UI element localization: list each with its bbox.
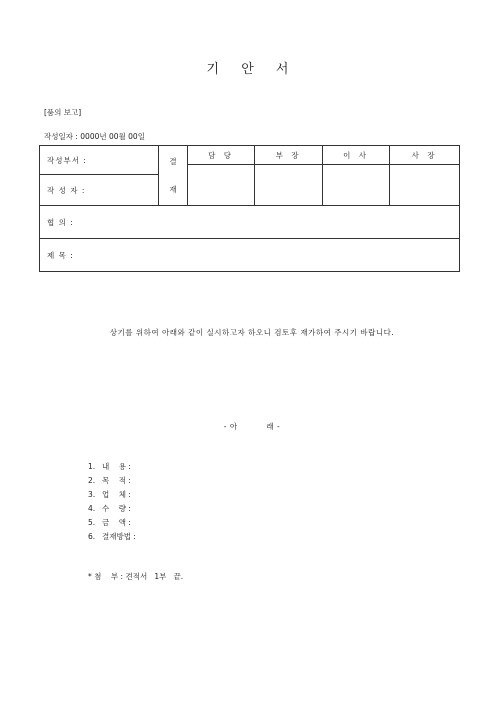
item-label: 수 량 : (102, 504, 131, 513)
approval-head-manager: 부 장 (255, 146, 323, 165)
details-heading: - 아 래 - (223, 422, 281, 431)
approval-char-1: 결 (169, 156, 177, 166)
item-number: 4. (88, 504, 96, 513)
item-number: 2. (88, 476, 96, 485)
approval-head-president: 사 장 (390, 146, 460, 165)
list-item (88, 461, 146, 472)
attachment-line: * 첨 부 : 견적서 1부 끝. (88, 572, 184, 581)
item-number: 1. (88, 462, 96, 471)
approval-head-director: 이 사 (323, 146, 390, 165)
sign-box-president[interactable] (390, 165, 460, 206)
request-sentence: 상기를 위하여 아래와 같이 실시하고자 하오니 검토후 재가하여 주시기 바랍니다. (109, 328, 395, 337)
document-title: 기 안 서 (206, 62, 298, 77)
approval-char-2: 재 (169, 184, 177, 194)
sign-box-manager[interactable] (255, 165, 323, 206)
item-number: 3. (88, 490, 96, 499)
author-label-cell: 작 성 자 : (40, 175, 159, 206)
item-label: 내 용 : (102, 462, 131, 471)
approval-head-staff: 담 당 (188, 146, 255, 165)
item-number: 6. (88, 532, 96, 541)
item-label: 업 체 : (102, 490, 131, 499)
item-label: 목 적 : (102, 476, 131, 485)
date-line: 작성일자 : 0000년 00월 00일 (44, 132, 145, 141)
sign-box-staff[interactable] (188, 165, 255, 206)
list-item (88, 503, 146, 514)
approval-form-table (39, 145, 460, 272)
subject-row: 제 목 : (40, 239, 460, 272)
approval-label-cell (159, 146, 188, 206)
list-item (88, 489, 146, 500)
list-item (88, 517, 146, 528)
list-item (88, 531, 146, 542)
dept-label-cell: 작성부서 : (40, 146, 159, 175)
sign-box-director[interactable] (323, 165, 390, 206)
list-item (88, 475, 146, 486)
item-number: 5. (88, 518, 96, 527)
consult-row: 협 의 : (40, 206, 460, 239)
item-label: 금 액 : (102, 518, 131, 527)
item-label: 결재방법 : (102, 532, 136, 541)
report-type-label: [품의 보고] (44, 108, 82, 117)
